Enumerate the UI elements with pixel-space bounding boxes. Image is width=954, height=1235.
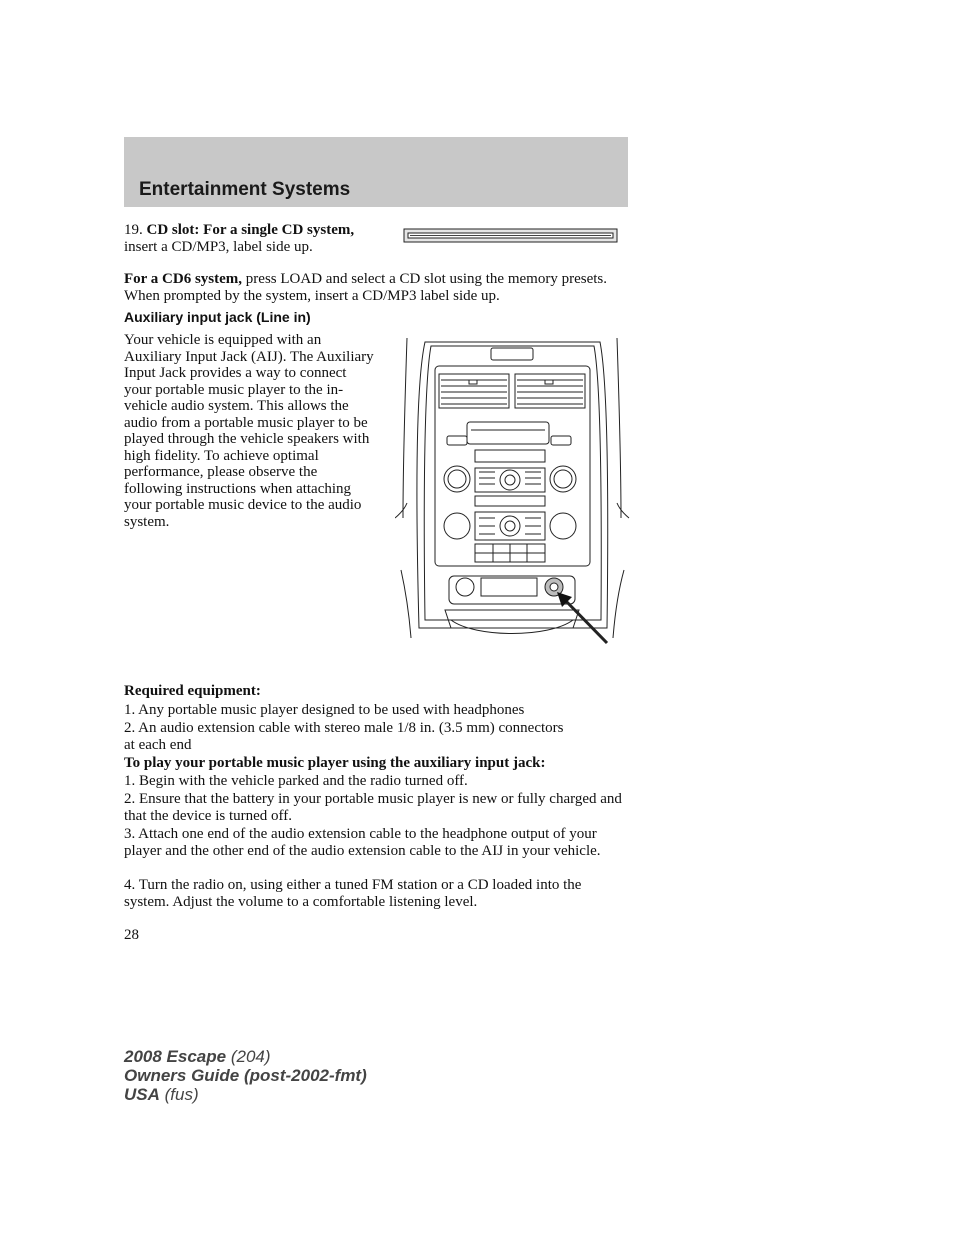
- play-step-1: 1. Begin with the vehicle parked and the radio turned off.: [124, 773, 468, 789]
- cd-slot-bold-lead: CD slot: For a single CD system,: [146, 222, 355, 238]
- footer-line-3: USA (fus): [124, 1085, 199, 1104]
- section-title: Entertainment Systems: [139, 179, 351, 200]
- page-number: 28: [124, 927, 139, 943]
- cd6-text: press LOAD and select a CD slot using the memory presets. When prompted by the system, insert a CD/MP3 label side up.: [124, 271, 607, 304]
- document-footer: [124, 1047, 367, 1104]
- aux-paragraph: Your vehicle is equipped with an Auxiliary Input Jack (AIJ). The Auxiliary Input Jack provides a way to connect your portable music player to the in-vehicle audio system. This allows the audio from a portable music player to be played through the vehicle speakers with high fidelity. To achieve optimal performance, please observe the following instructions when attaching your portable music device to the audio system.: [124, 332, 374, 530]
- play-heading: To play your portable music player using the auxiliary input jack:: [124, 755, 546, 771]
- center-console-illustration: [395, 338, 630, 646]
- cd-slot-paragraph: [124, 222, 384, 255]
- play-step-3: 3. Attach one end of the audio extension cable to the headphone output of your player and the other end of the audio extension cable to the AIJ in your vehicle.: [124, 826, 601, 859]
- aux-heading: Auxiliary input jack (Line in): [124, 309, 311, 325]
- cd-slot-illustration: [403, 228, 618, 244]
- cd6-bold-lead: For a CD6 system,: [124, 271, 243, 287]
- footer-line-2: Owners Guide (post-2002-fmt): [124, 1066, 367, 1085]
- required-item-1: 1. Any portable music player designed to be used with headphones: [124, 702, 525, 718]
- section-header-band: [124, 137, 628, 207]
- required-item-2: 2. An audio extension cable with stereo male 1/8 in. (3.5 mm) connectors at each end: [124, 720, 564, 753]
- play-step-2: 2. Ensure that the battery in your portable music player is new or fully charged and that the device is turned off.: [124, 791, 622, 824]
- required-heading: Required equipment:: [124, 683, 261, 699]
- cd-slot-text: insert a CD/MP3, label side up.: [124, 238, 313, 255]
- play-step-4: 4. Turn the radio on, using either a tuned FM station or a CD loaded into the system. Adjust the volume to a comfortable listening level.: [124, 877, 582, 910]
- footer-line-1: 2008 Escape (204): [124, 1047, 271, 1066]
- item-number: 19.: [124, 222, 143, 238]
- cd6-paragraph: [124, 271, 628, 304]
